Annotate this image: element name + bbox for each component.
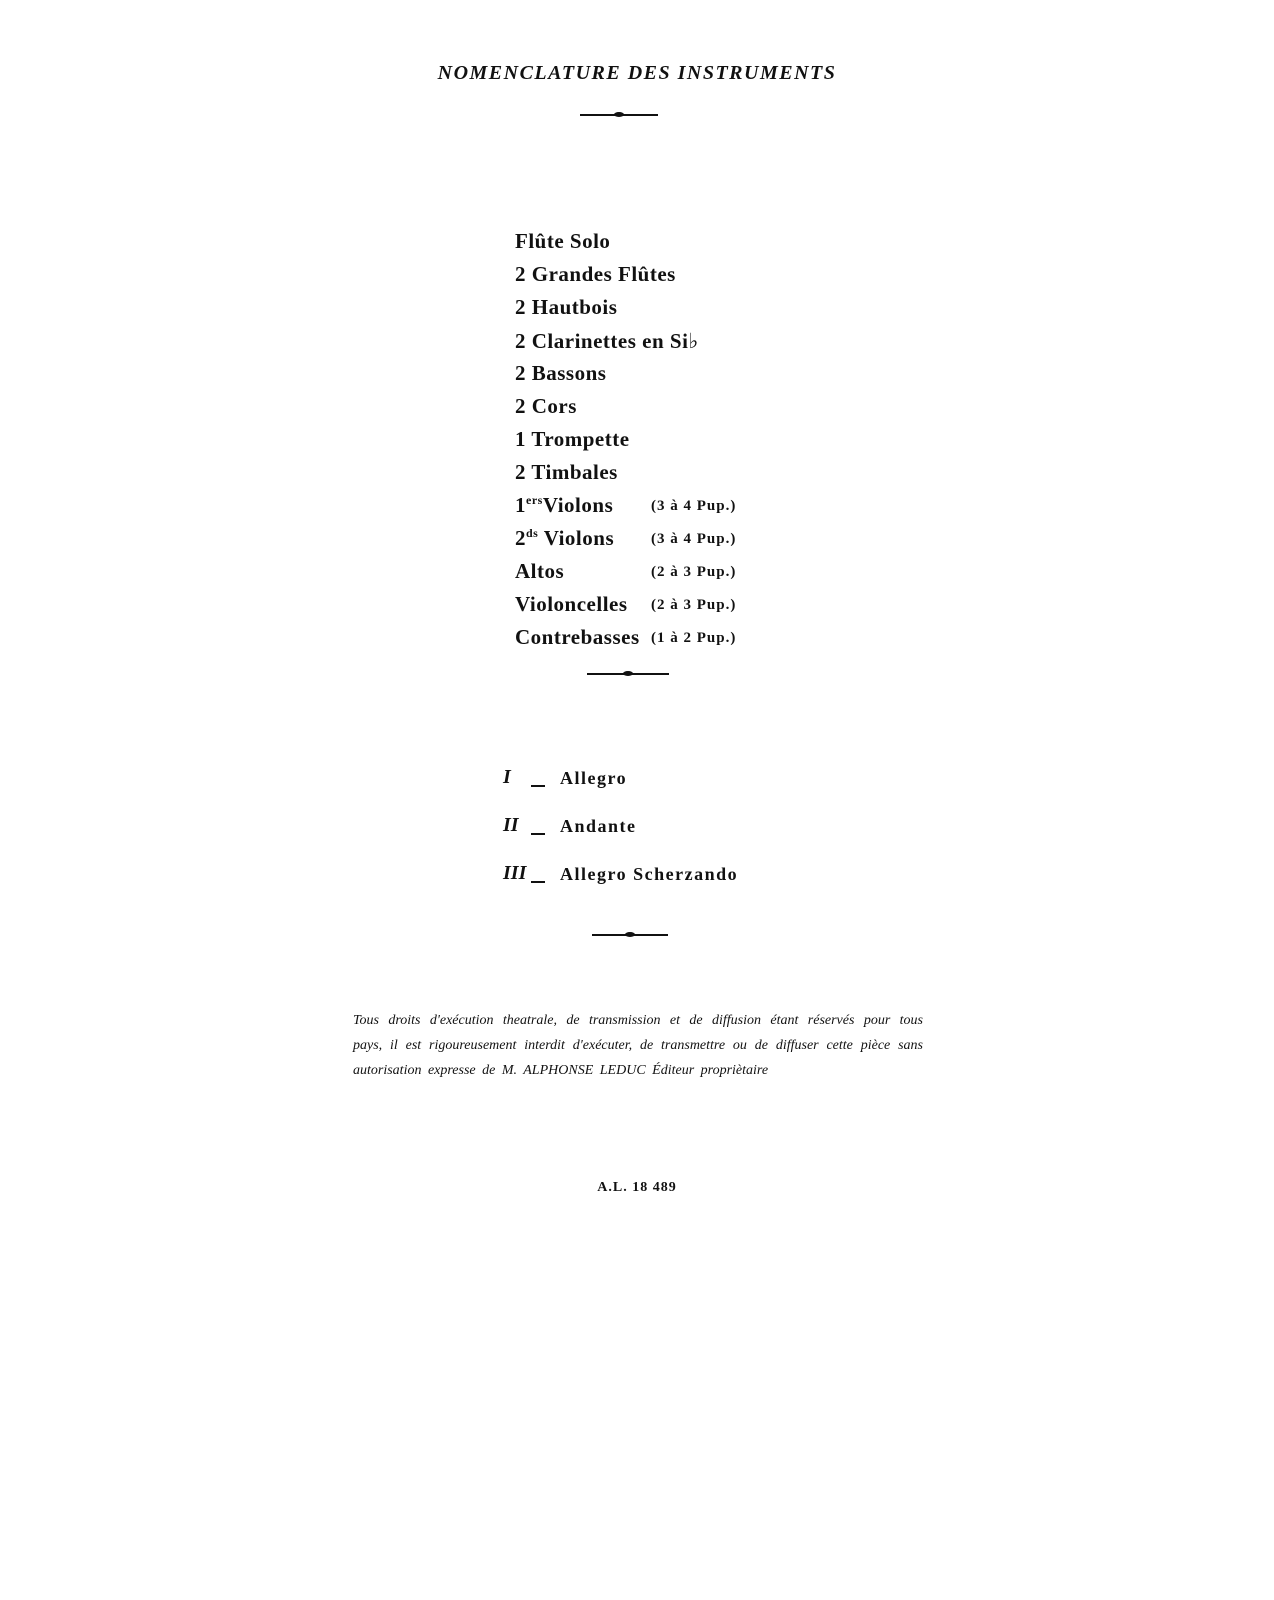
instrument-count: (1 à 2 Pup.) [651, 630, 737, 646]
instrument-row [515, 559, 815, 592]
instrument-row [515, 625, 815, 658]
rights-notice: Tous droits d'exécution theatrale, de transmission et de diffusion étant réservés pour tous pays, il est rigoureusement interdit d'exécuter, de transmettre ou de diffuser cette pièce sans autorisation expresse de M. ALPHONSE LEDUC Éditeur propriètaire [353, 1013, 923, 1078]
movement-name: Allegro Scherzando [560, 864, 739, 884]
instrument-name: Contrebasses [515, 625, 640, 649]
ornament-divider-middle [587, 668, 669, 680]
movement-row [503, 814, 903, 862]
instrument-name: 2 Cors [515, 394, 577, 418]
movement-name: Andante [560, 816, 637, 836]
instrument-name-rest: Violons [538, 526, 615, 550]
ornament-divider-bottom [592, 929, 668, 941]
instrument-row [515, 262, 815, 295]
movement-row [503, 862, 903, 910]
instrument-name-superscript: ers [526, 493, 543, 507]
instrument-name: 2 Grandes Flûtes [515, 262, 676, 286]
page-title: NOMENCLATURE DES INSTRUMENTS [437, 62, 837, 84]
movement-number: III [503, 862, 527, 884]
instrument-name-prefix: 1 [515, 493, 526, 517]
movement-row [503, 766, 903, 814]
plate-number: A.L. 18 489 [597, 1180, 677, 1195]
instrument-row [515, 592, 815, 625]
instrument-name-rest: Violons [542, 493, 614, 517]
instrument-name: Violoncelles [515, 592, 628, 616]
instrument-count: (3 à 4 Pup.) [651, 498, 737, 514]
instrument-list [515, 229, 815, 658]
instrument-name [515, 526, 614, 551]
instrument-name: 2 Hautbois [515, 295, 618, 319]
instrument-name: Flûte Solo [515, 229, 611, 253]
instrument-row [515, 295, 815, 328]
instrument-row [515, 427, 815, 460]
movement-dash [531, 785, 545, 787]
instrument-name: 2 Clarinettes en Si♭ [515, 329, 699, 353]
instrument-row [515, 460, 815, 493]
instrument-name-superscript: ds [526, 526, 539, 540]
instrument-name: 2 Bassons [515, 361, 607, 385]
movement-number: II [503, 814, 519, 836]
instrument-row [515, 328, 815, 361]
instrument-count: (3 à 4 Pup.) [651, 531, 737, 547]
instrument-count: (2 à 3 Pup.) [651, 597, 737, 613]
instrument-row [515, 526, 815, 559]
instrument-name [515, 493, 613, 518]
instrument-row [515, 229, 815, 262]
movement-name: Allegro [560, 768, 628, 788]
instrument-row [515, 493, 815, 526]
instrument-name: Altos [515, 559, 565, 583]
instrument-name: 1 Trompette [515, 427, 630, 451]
instrument-name-prefix: 2 [515, 526, 526, 550]
instrument-row [515, 394, 815, 427]
ornament-divider-top [580, 109, 658, 121]
instrument-row [515, 361, 815, 394]
movement-list [503, 766, 903, 910]
instrument-count: (2 à 3 Pup.) [651, 564, 737, 580]
movement-dash [531, 833, 545, 835]
movement-dash [531, 881, 545, 883]
instrument-name: 2 Timbales [515, 460, 618, 484]
movement-number: I [503, 766, 511, 788]
